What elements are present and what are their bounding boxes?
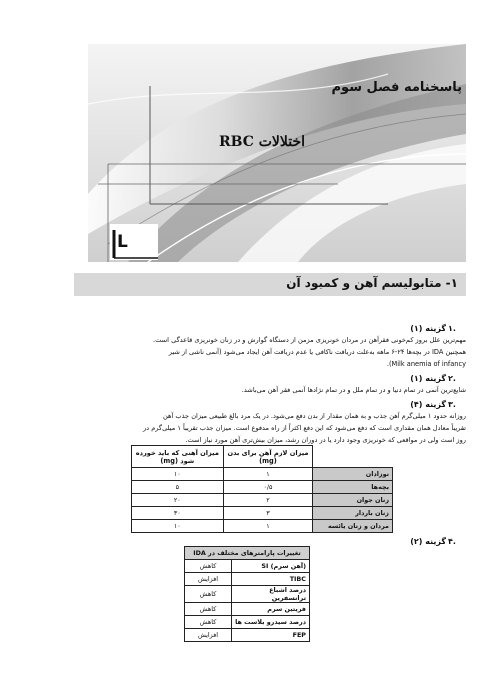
paragraph-line: روزانه حدود ۱ میلی‌گرم آهن جذب و به همان مقدار از بدن دفع می‌شود. در یک مرد بالغ طبیعی میزان جذب آهن	[162, 412, 466, 420]
iron-requirements-table	[131, 445, 393, 533]
answer-label: گزینه (۱)	[410, 324, 446, 333]
table-caption-row	[185, 547, 310, 560]
table-cell: ۱	[223, 520, 313, 533]
topic-bar	[74, 273, 466, 296]
parameter-change: کاهش	[185, 560, 232, 573]
parameter-name: درصد سیدرو بلاست ها	[232, 616, 310, 629]
question-number: ۲.	[448, 374, 456, 383]
paragraph-line: Milk anemia of infancy).	[386, 360, 466, 368]
table-cell: ۱۰	[132, 468, 224, 481]
table-cell: ۲	[223, 494, 313, 507]
question-number: ۴.	[448, 537, 456, 546]
parameter-name: TIBC	[232, 573, 310, 586]
table-cell: ۵	[132, 481, 224, 494]
row-label: نوزادان	[313, 468, 393, 481]
table-row	[185, 560, 310, 573]
chapter-header-graphic	[88, 44, 466, 262]
table-row	[132, 494, 393, 507]
parameter-change: کاهش	[185, 603, 232, 616]
table-row	[185, 629, 310, 642]
table-header-cell: میزان لازم آهن برای بدن (mg)	[223, 446, 313, 468]
corner-letter-logo: L	[117, 232, 128, 252]
row-label: زنان جوان	[313, 494, 393, 507]
table-row	[132, 507, 393, 520]
paragraph-line: شایع‌ترین آنمی در تمام دنیا و در تمام ملل و در تمام نژادها آنمی فقر آهن می‌باشد.	[241, 386, 466, 394]
table-cell: ۰/۵	[223, 481, 313, 494]
table-row	[185, 603, 310, 616]
row-label: بچه‌ها	[313, 481, 393, 494]
table-header-cell	[313, 446, 393, 468]
parameter-change: افزایش	[185, 629, 232, 642]
table-header-cell: میزان آهنی که باید خورده شود (mg)	[132, 446, 224, 468]
table-row	[132, 468, 393, 481]
answer-label: گزینه (۴)	[410, 400, 446, 409]
table-row	[185, 573, 310, 586]
topic-title: ۱- متابولیسم آهن و کمبود آن	[286, 276, 458, 290]
parameter-name: فریتین سرم	[232, 603, 310, 616]
ida-parameters-table	[184, 546, 310, 642]
table-row	[132, 520, 393, 533]
table-row	[185, 586, 310, 603]
table-cell: ۱	[223, 468, 313, 481]
table-row	[185, 616, 310, 629]
parameter-name: FEP	[232, 629, 310, 642]
swoosh-decoration	[88, 44, 466, 262]
answer-label: گزینه (۲)	[410, 537, 446, 546]
chapter-title: پاسخنامه فصل سوم	[331, 80, 462, 95]
parameter-change: افزایش	[185, 573, 232, 586]
row-label: مردان و زنان یائسه	[313, 520, 393, 533]
paragraph-line: همچنین IDA در بچه‌ها ۲۴-۶ ماهه به‌علت دریافت ناکافی یا عدم دریافت آهن ایجاد می‌شود (آنمی ناشی از شیر	[168, 348, 466, 356]
parameter-name: درصد اشباع ترانسفرین	[232, 586, 310, 603]
table-header-row	[132, 446, 393, 468]
parameter-change: کاهش	[185, 586, 232, 603]
table-cell: ۲۰	[132, 494, 224, 507]
answer-label: گزینه (۱)	[410, 374, 446, 383]
table-cell: ۳۰	[132, 507, 224, 520]
table-cell: ۳	[223, 507, 313, 520]
section-title: اختلالات RBC	[218, 134, 306, 150]
table-caption: تغییرات پارامترهای مختلف در IDA	[185, 547, 310, 560]
table-row	[132, 481, 393, 494]
table-cell: ۱۰	[132, 520, 224, 533]
paragraph-line: روز است ولی در مواقعی که خونریزی وجود دارد یا در دوران رشد، میزان بیش‌تری آهن مورد نیاز است.	[185, 436, 466, 444]
paragraph-line: تقریباً معادل همان مقداری است که دفع می‌شود که این دفع اکثراً از راه مدفوع است. میزان جذب تقریباً ۱ میلی‌گرم در	[143, 424, 466, 432]
parameter-name: (آهن سرم) SI	[232, 560, 310, 573]
parameter-change: کاهش	[185, 616, 232, 629]
question-number: ۱.	[448, 324, 456, 333]
question-number: ۳.	[448, 400, 456, 409]
paragraph-line: مهم‌ترین علل بروز کم‌خونی فقرآهن در مردان خونریزی مزمن از دستگاه گوارش و در زنان خونریزی قاعدگی است.	[153, 336, 466, 344]
row-label: زنان باردار	[313, 507, 393, 520]
